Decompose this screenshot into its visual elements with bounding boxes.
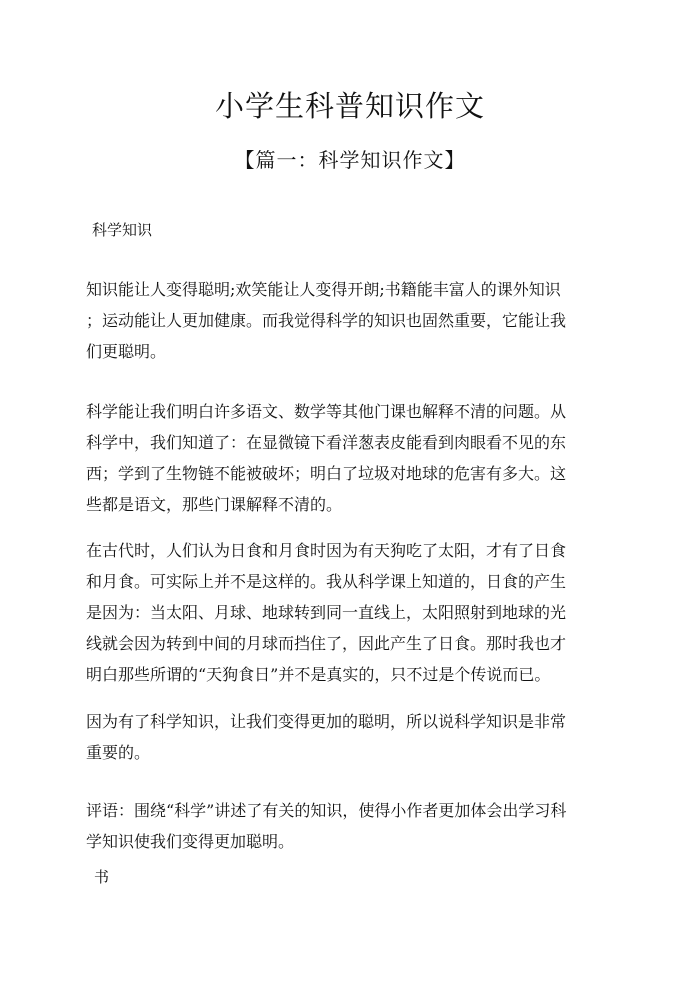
document-title: 小学生科普知识作文 [214,89,485,123]
paragraph-line: 学知识使我们变得更加聪明。 [86,832,295,851]
document-subtitle: 【篇一：科学知识作文】 [234,148,466,172]
paragraph-line: 是因为：当太阳、月球、地球转到同一直线上，太阳照射到地球的光 [86,603,567,622]
paragraph-line: 科学中，我们知道了：在显微镜下看洋葱表皮能看到肉眼看不见的东 [86,433,567,452]
paragraph-line: 重要的。 [86,743,151,762]
paragraph-3 [86,535,616,690]
paragraph-line: 线就会因为转到中间的月球而挡住了，因此产生了日食。那时我也才 [86,634,567,653]
paragraph-line: 西；学到了生物链不能被破坏；明白了垃圾对地球的危害有多大。这 [86,464,567,483]
paragraph-line: 科学能让我们明白许多语文、数学等其他门课也解释不清的问题。从 [86,402,567,421]
paragraph-line: 因为有了科学知识，让我们变得更加的聪明，所以说科学知识是非常 [86,712,567,731]
section-heading: 科学知识 [92,221,153,239]
next-section-heading: 书 [94,868,110,886]
paragraph-line: 们更聪明。 [86,342,167,361]
paragraph-line: 评语：围绕“科学”讲述了有关的知识，使得小作者更加体会出学习科 [86,801,567,820]
paragraph-1 [86,274,616,367]
paragraph-line: ；运动能让人更加健康。而我觉得科学的知识也固然重要，它能让我 [86,311,567,330]
paragraph-line: 和月食。可实际上并不是这样的。我从科学课上知道的，日食的产生 [86,572,567,591]
paragraph-2 [86,396,616,520]
review-comment [86,795,616,857]
paragraph-line: 知识能让人变得聪明;欢笑能让人变得开朗;书籍能丰富人的课外知识 [86,280,561,299]
paragraph-4 [86,706,616,768]
paragraph-line: 在古代时，人们认为日食和月食时因为有天狗吃了太阳，才有了日食 [86,541,567,560]
paragraph-line: 些都是语文，那些门课解释不清的。 [86,495,343,514]
paragraph-line: 明白那些所谓的“天狗食日”并不是真实的，只不过是个传说而已。 [86,665,551,684]
